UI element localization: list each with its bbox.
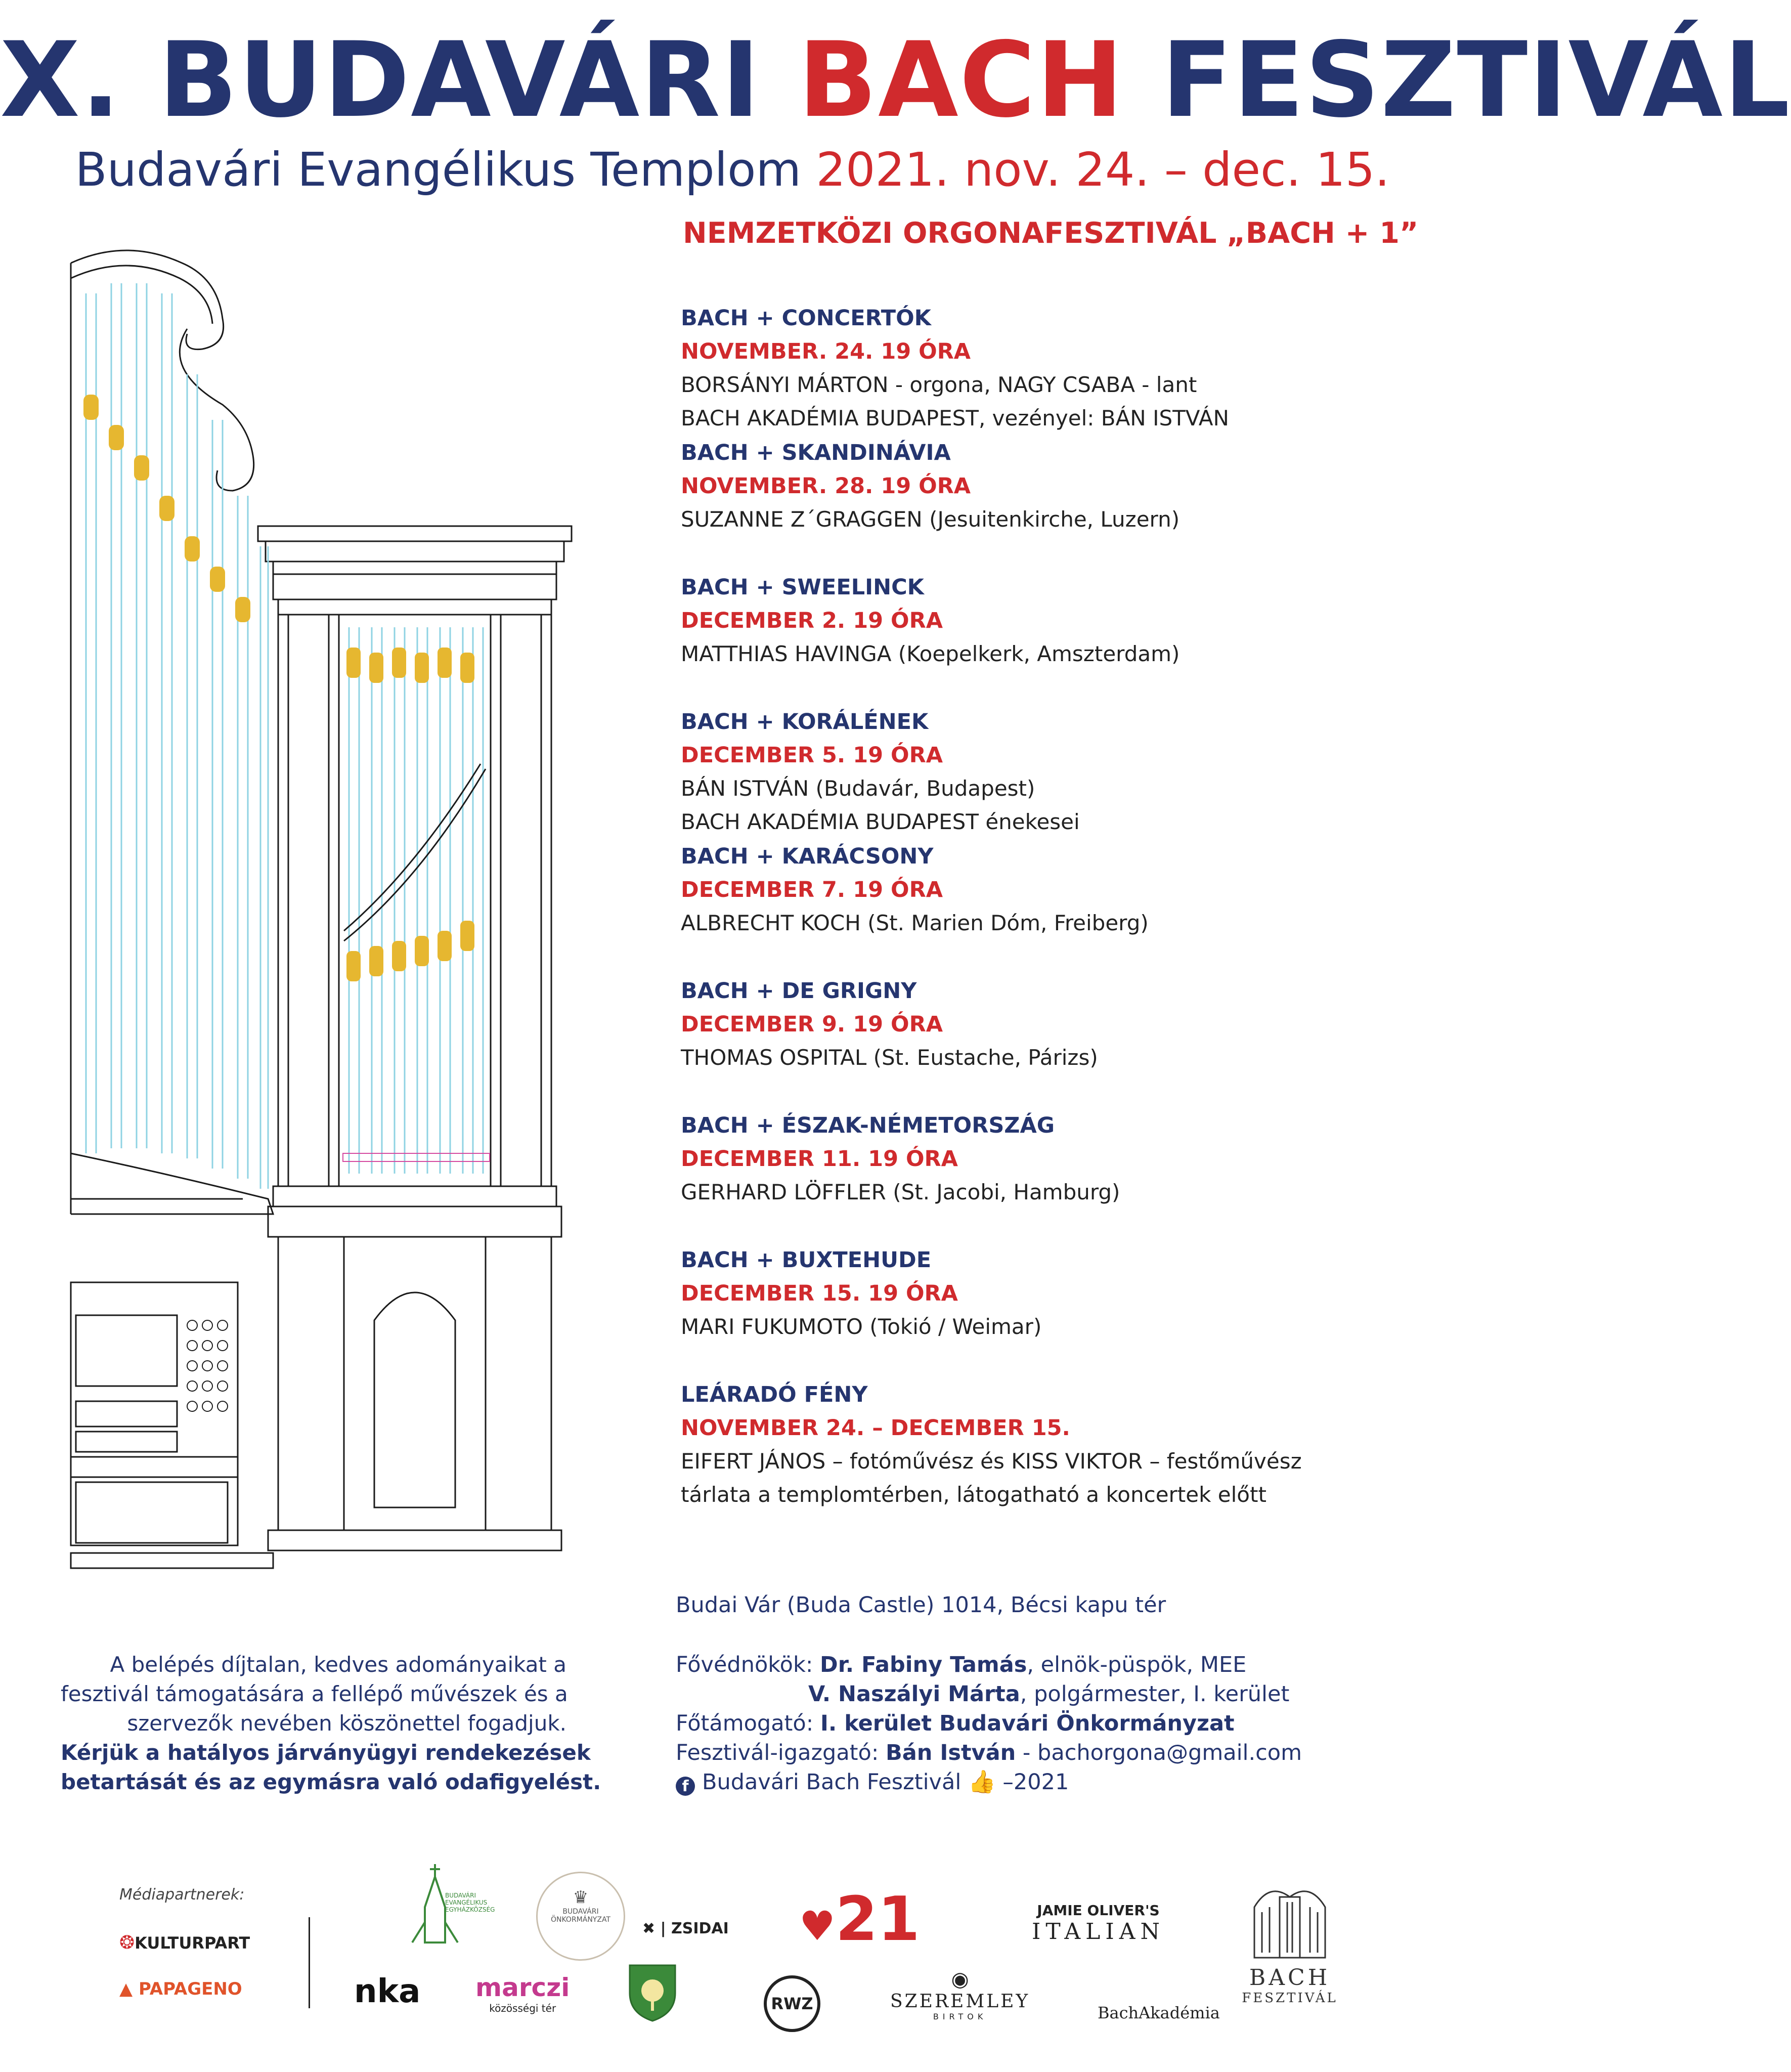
- event-item: [681, 705, 1414, 840]
- bach-akademia-logo: BachAkadémia: [1098, 2003, 1220, 2022]
- title-part-bach: BACH: [798, 20, 1124, 141]
- event-date: DECEMBER 2. 19 ÓRA: [681, 608, 943, 633]
- event-date: DECEMBER 9. 19 ÓRA: [681, 1012, 943, 1037]
- papageno-text: PAPAGENO: [139, 1979, 242, 1999]
- event-date: NOVEMBER. 28. 19 ÓRA: [681, 473, 971, 499]
- venue-address: Budai Vár (Buda Castle) 1014, Bécsi kapu tér: [676, 1592, 1166, 1618]
- event-date: DECEMBER 5. 19 ÓRA: [681, 743, 943, 768]
- event-description: EIFERT JÁNOS – fotóművész és KISS VIKTOR – festőművész: [681, 1449, 1302, 1474]
- bach-logo-line: FESZTIVÁL: [1242, 1991, 1338, 2006]
- note-line: fesztivál támogatására a fellépő művészek és a: [61, 1681, 568, 1706]
- event-item: [681, 1378, 1414, 1513]
- facebook-line[interactable]: [676, 1767, 1302, 1797]
- event-date: DECEMBER 15. 19 ÓRA: [681, 1281, 958, 1306]
- director-line: [676, 1738, 1302, 1767]
- onkormanyzat-logo: [536, 1872, 625, 1961]
- evangelical-text: [445, 1892, 495, 1913]
- fork-knife-icon: ✖: [642, 1920, 656, 1937]
- note-line: A belépés díjtalan, kedves adományaikat a: [110, 1652, 566, 1677]
- marczi-logo: [475, 1973, 570, 2014]
- partner-divider: [309, 1917, 310, 2008]
- facebook-page-name[interactable]: Budavári Bach Fesztivál: [702, 1769, 962, 1795]
- title-part-3: FESZTIVÁL: [1124, 20, 1791, 141]
- bach-logo-line: BACH: [1249, 1965, 1331, 1991]
- title-part-1: X. BUDAVÁRI: [0, 20, 798, 141]
- kulturpart-mark-icon: ❂: [119, 1932, 135, 1953]
- restaurant-21-logo: [799, 1884, 920, 1957]
- rwz-logo: RWZ: [764, 1975, 820, 2032]
- event-performer: THOMAS OSPITAL (St. Eustache, Párizs): [681, 1045, 1098, 1070]
- event-item: [681, 436, 1414, 571]
- event-item: [681, 840, 1414, 974]
- marczi-text: marczi: [475, 1973, 570, 2002]
- event-performer: MATTHIAS HAVINGA (Koepelkerk, Amszterdam): [681, 641, 1180, 666]
- director-label: Fesztivál-igazgató:: [676, 1740, 886, 1765]
- event-list: [681, 301, 1414, 1513]
- event-performer: BACH AKADÉMIA BUDAPEST énekesei: [681, 809, 1080, 834]
- patron-2-name: V. Naszályi Márta: [808, 1681, 1020, 1707]
- szeremley-logo: [890, 1968, 1030, 2021]
- event-date: DECEMBER 7. 19 ÓRA: [681, 877, 943, 902]
- kulturpart-text: KULTURPART: [135, 1933, 250, 1953]
- event-performer: MARI FUKUMOTO (Tokió / Weimar): [681, 1314, 1042, 1339]
- event-description: tárlata a templomtérben, látogatható a koncertek előtt: [681, 1482, 1266, 1507]
- papageno-mark-icon: ▲: [119, 1979, 133, 1999]
- restaurant-21-text: 21: [835, 1884, 920, 1955]
- jamie-line: JAMIE OLIVER'S: [1037, 1902, 1160, 1919]
- evangelical-line: EGYHÁZKÖZSÉG: [445, 1906, 495, 1913]
- szeremley-subtext: BIRTOK: [933, 2012, 987, 2021]
- chef-hat-icon: ♥: [799, 1903, 836, 1950]
- coat-of-arms-icon: ♛: [573, 1887, 589, 1908]
- event-title: BACH + ÉSZAK-NÉMETORSZÁG: [681, 1113, 1055, 1138]
- evangelical-line: EVANGÉLIKUS: [445, 1899, 488, 1906]
- director-name: Bán István: [886, 1740, 1016, 1765]
- note-line-bold: betartását és az egymásra való odafigyelést.: [61, 1769, 601, 1794]
- patrons-line: [676, 1650, 1302, 1679]
- jamie-olivers-logo: [1032, 1902, 1165, 1945]
- jamie-line: ITALIAN: [1032, 1919, 1165, 1945]
- director-email[interactable]: - bachorgona@gmail.com: [1016, 1740, 1302, 1765]
- patron-1-role: , elnök-püspök, MEE: [1027, 1652, 1247, 1677]
- event-title: BACH + KORÁLÉNEK: [681, 709, 929, 735]
- admission-note: [61, 1650, 601, 1797]
- event-date: NOVEMBER. 24. 19 ÓRA: [681, 339, 971, 364]
- event-item: [681, 301, 1414, 436]
- patrons-label: Fővédnökök:: [676, 1652, 820, 1677]
- festival-title: [0, 20, 1791, 141]
- grape-icon: ◉: [951, 1968, 969, 1991]
- patron-2-role: , polgármester, I. kerület: [1020, 1681, 1290, 1707]
- event-item: [681, 974, 1414, 1109]
- organ-illustration: [66, 243, 572, 1619]
- evangelical-line: BUDAVÁRI: [445, 1892, 476, 1899]
- festival-subtitle: [0, 143, 1465, 197]
- subtitle-dates: 2021. nov. 24. – dec. 15.: [816, 143, 1390, 197]
- event-item: [681, 1109, 1414, 1243]
- event-title: BACH + KARÁCSONY: [681, 844, 934, 869]
- onkormanyzat-line: ÖNKORMÁNYZAT: [551, 1916, 610, 1924]
- event-date: NOVEMBER 24. – DECEMBER 15.: [681, 1415, 1070, 1441]
- bach-festival-logo: [1234, 1877, 1345, 2006]
- sponsor-name: I. kerület Budavári Önkormányzat: [820, 1711, 1235, 1736]
- media-partners-label: Médiapartnerek:: [119, 1886, 245, 1904]
- facebook-icon: f: [676, 1777, 695, 1796]
- szeremley-text: SZEREMLEY: [890, 1991, 1030, 2012]
- evangelical-church-logo: [384, 1862, 495, 1950]
- papageno-logo: [119, 1979, 242, 1999]
- facebook-year: –2021: [995, 1769, 1069, 1795]
- sponsor-label: Főtámogató:: [676, 1711, 820, 1736]
- subtitle-venue: Budavári Evangélikus Templom: [75, 143, 816, 197]
- zsidai-logo: ✖ | ZSIDAI: [642, 1920, 729, 1937]
- zsidai-text: ZSIDAI: [671, 1920, 729, 1937]
- organizer-info: [676, 1650, 1302, 1797]
- sponsor-line: [676, 1709, 1302, 1738]
- event-performer: ALBRECHT KOCH (St. Marien Dóm, Freiberg): [681, 911, 1149, 935]
- event-performer: BÁN ISTVÁN (Budavár, Budapest): [681, 776, 1035, 801]
- district-coat-of-arms-icon: [627, 1963, 678, 2023]
- patrons-line-2: [676, 1679, 1302, 1709]
- organ-icon: [1244, 1877, 1335, 1963]
- event-title: LEÁRADÓ FÉNY: [681, 1382, 868, 1407]
- event-performer: SUZANNE Z´GRAGGEN (Jesuitenkirche, Luzern): [681, 507, 1180, 532]
- organ-festival-subtitle: NEMZETKÖZI ORGONAFESZTIVÁL „BACH + 1”: [683, 217, 1419, 250]
- kulturpart-logo: [119, 1932, 250, 1953]
- event-item: [681, 1243, 1414, 1378]
- event-title: BACH + SKANDINÁVIA: [681, 440, 951, 465]
- event-performer: GERHARD LÖFFLER (St. Jacobi, Hamburg): [681, 1180, 1120, 1204]
- event-performer: BORSÁNYI MÁRTON - orgona, NAGY CSABA - lant: [681, 372, 1197, 397]
- nka-logo: nka: [354, 1973, 421, 2010]
- patron-1-name: Dr. Fabiny Tamás: [820, 1652, 1027, 1677]
- thumbs-up-icon: 👍: [968, 1769, 996, 1795]
- event-title: BACH + CONCERTÓK: [681, 306, 931, 331]
- event-title: BACH + BUXTEHUDE: [681, 1247, 932, 1273]
- event-performer: BACH AKADÉMIA BUDAPEST, vezényel: BÁN ISTVÁN: [681, 406, 1229, 430]
- onkormanyzat-line: BUDAVÁRI: [562, 1908, 599, 1916]
- note-line-bold: Kérjük a hatályos járványügyi rendekezések: [61, 1740, 591, 1765]
- marczi-subtext: közösségi tér: [489, 2002, 556, 2014]
- event-item: [681, 571, 1414, 705]
- event-date: DECEMBER 11. 19 ÓRA: [681, 1146, 958, 1172]
- note-line: szervezők nevében köszönettel fogadjuk.: [127, 1711, 566, 1736]
- event-title: BACH + SWEELINCK: [681, 575, 924, 600]
- event-title: BACH + DE GRIGNY: [681, 978, 917, 1004]
